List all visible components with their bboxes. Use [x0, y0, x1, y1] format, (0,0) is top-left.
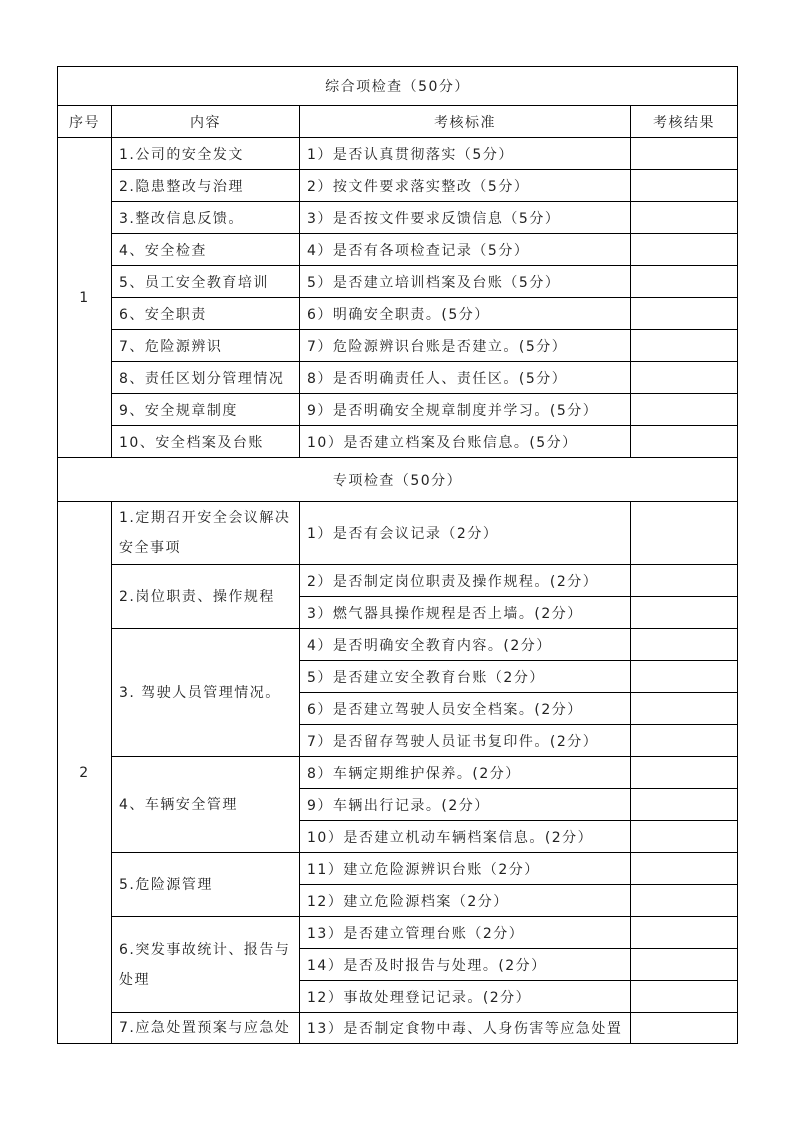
- result-cell[interactable]: [631, 138, 738, 170]
- table-row: [58, 757, 738, 789]
- table-row: [58, 298, 738, 330]
- result-cell[interactable]: [631, 426, 738, 458]
- result-cell[interactable]: [631, 821, 738, 853]
- table-row: [58, 629, 738, 661]
- criteria-cell: 4）是否有各项检查记录（5分）: [300, 234, 631, 266]
- result-cell[interactable]: [631, 725, 738, 757]
- criteria-cell: 8）是否明确责任人、责任区。(5分）: [300, 362, 631, 394]
- table-row: [58, 1013, 738, 1044]
- table-row: [58, 502, 738, 565]
- content-cell: 3.整改信息反馈。: [112, 202, 300, 234]
- result-cell[interactable]: [631, 789, 738, 821]
- table-row: [58, 266, 738, 298]
- result-cell[interactable]: [631, 949, 738, 981]
- criteria-cell: 10）是否建立机动车辆档案信息。(2分）: [300, 821, 631, 853]
- content-cell: 8、责任区划分管理情况: [112, 362, 300, 394]
- table-row: [58, 362, 738, 394]
- result-cell[interactable]: [631, 597, 738, 629]
- content-cell: 2.隐患整改与治理: [112, 170, 300, 202]
- content-cell: 5、员工安全教育培训: [112, 266, 300, 298]
- criteria-cell: 1）是否有会议记录（2分）: [300, 502, 631, 565]
- inspection-table: [57, 66, 738, 1044]
- content-cell: 7、危险源辨识: [112, 330, 300, 362]
- header-result: 考核结果: [631, 106, 738, 138]
- table-row: [58, 917, 738, 949]
- criteria-cell: 9）是否明确安全规章制度并学习。(5分）: [300, 394, 631, 426]
- section-title-row: [58, 458, 738, 502]
- header-row: [58, 106, 738, 138]
- result-cell[interactable]: [631, 202, 738, 234]
- criteria-cell: 12）事故处理登记记录。(2分）: [300, 981, 631, 1013]
- criteria-cell: 8）车辆定期维护保养。(2分）: [300, 757, 631, 789]
- criteria-cell: 1）是否认真贯彻落实（5分）: [300, 138, 631, 170]
- table-row: [58, 853, 738, 885]
- criteria-cell: 3）是否按文件要求反馈信息（5分）: [300, 202, 631, 234]
- section2-number: 2: [58, 502, 112, 1044]
- criteria-cell: 7）是否留存驾驶人员证书复印件。(2分）: [300, 725, 631, 757]
- content-cell: 6.突发事故统计、报告与处理: [112, 917, 300, 1013]
- criteria-cell: 6）是否建立驾驶人员安全档案。(2分）: [300, 693, 631, 725]
- content-cell: 2.岗位职责、操作规程: [112, 565, 300, 629]
- criteria-cell: 3）燃气器具操作规程是否上墙。(2分）: [300, 597, 631, 629]
- content-cell: 4、安全检查: [112, 234, 300, 266]
- criteria-cell: 5）是否建立安全教育台账（2分）: [300, 661, 631, 693]
- table-row: [58, 234, 738, 266]
- criteria-cell: 6）明确安全职责。(5分）: [300, 298, 631, 330]
- result-cell[interactable]: [631, 853, 738, 885]
- table-row: [58, 330, 738, 362]
- result-cell[interactable]: [631, 981, 738, 1013]
- result-cell[interactable]: [631, 565, 738, 597]
- result-cell[interactable]: [631, 266, 738, 298]
- header-content: 内容: [112, 106, 300, 138]
- section1-number: 1: [58, 138, 112, 458]
- content-cell: 3. 驾驶人员管理情况。: [112, 629, 300, 757]
- section2-title: 专项检查（50分）: [58, 458, 738, 502]
- header-number: 序号: [58, 106, 112, 138]
- section-title-row: [58, 67, 738, 106]
- criteria-cell: 4）是否明确安全教育内容。(2分）: [300, 629, 631, 661]
- content-cell: 7.应急处置预案与应急处: [112, 1013, 300, 1044]
- result-cell[interactable]: [631, 330, 738, 362]
- result-cell[interactable]: [631, 885, 738, 917]
- criteria-cell: 5）是否建立培训档案及台账（5分）: [300, 266, 631, 298]
- criteria-cell: 7）危险源辨识台账是否建立。(5分）: [300, 330, 631, 362]
- result-cell[interactable]: [631, 1013, 738, 1044]
- table-row: [58, 202, 738, 234]
- criteria-cell: 10）是否建立档案及台账信息。(5分）: [300, 426, 631, 458]
- result-cell[interactable]: [631, 917, 738, 949]
- result-cell[interactable]: [631, 170, 738, 202]
- result-cell[interactable]: [631, 661, 738, 693]
- criteria-cell: 9）车辆出行记录。(2分）: [300, 789, 631, 821]
- table-row: [58, 394, 738, 426]
- table-row: [58, 138, 738, 170]
- result-cell[interactable]: [631, 629, 738, 661]
- criteria-cell: 11）建立危险源辨识台账（2分）: [300, 853, 631, 885]
- content-cell: 1.定期召开安全会议解决安全事项: [112, 502, 300, 565]
- table-row: [58, 170, 738, 202]
- result-cell[interactable]: [631, 757, 738, 789]
- criteria-cell: 2）按文件要求落实整改（5分）: [300, 170, 631, 202]
- criteria-cell: 14）是否及时报告与处理。(2分）: [300, 949, 631, 981]
- criteria-cell: 2）是否制定岗位职责及操作规程。(2分）: [300, 565, 631, 597]
- content-cell: 5.危险源管理: [112, 853, 300, 917]
- criteria-cell: 13）是否建立管理台账（2分）: [300, 917, 631, 949]
- content-cell: 10、安全档案及台账: [112, 426, 300, 458]
- header-criteria: 考核标准: [300, 106, 631, 138]
- content-cell: 1.公司的安全发文: [112, 138, 300, 170]
- result-cell[interactable]: [631, 394, 738, 426]
- section1-title: 综合项检查（50分）: [58, 67, 738, 106]
- table-row: [58, 565, 738, 597]
- result-cell[interactable]: [631, 693, 738, 725]
- result-cell[interactable]: [631, 502, 738, 565]
- result-cell[interactable]: [631, 298, 738, 330]
- result-cell[interactable]: [631, 234, 738, 266]
- criteria-cell: 13）是否制定食物中毒、人身伤害等应急处置: [300, 1013, 631, 1044]
- table-row: [58, 426, 738, 458]
- content-cell: 4、车辆安全管理: [112, 757, 300, 853]
- content-cell: 9、安全规章制度: [112, 394, 300, 426]
- result-cell[interactable]: [631, 362, 738, 394]
- content-cell: 6、安全职责: [112, 298, 300, 330]
- criteria-cell: 12）建立危险源档案（2分）: [300, 885, 631, 917]
